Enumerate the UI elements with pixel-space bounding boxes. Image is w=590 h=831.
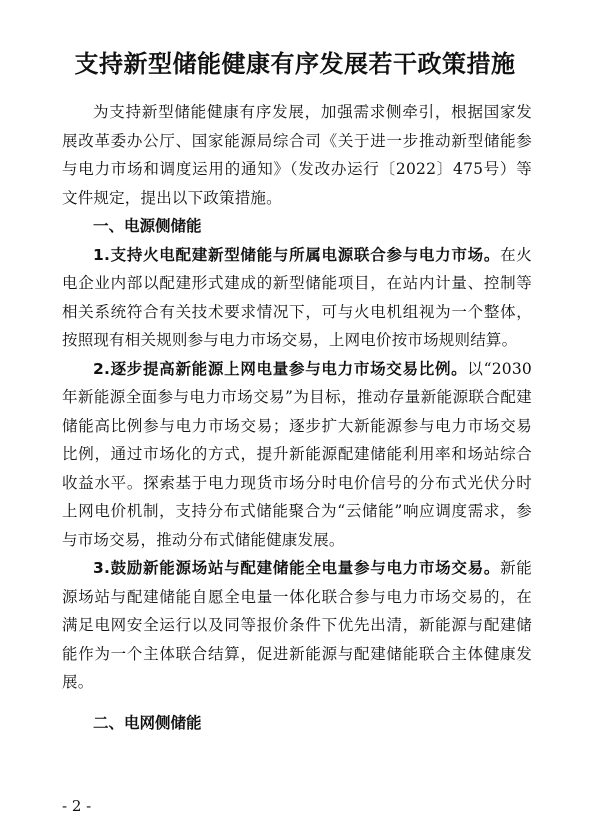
item-1-text: 在火电企业内部以配建形式建成的新型储能项目，在站内计量、控制等相关系统符合有关技术要求情况下，可与火电机组视为一个整体，按照现有相关规则参与电力市场交易，上网电价按市场规则结算。 [62,245,533,349]
page-number: - 2 - [62,797,92,815]
item-1-lead: 1.支持火电配建新型储能与所属电源联合参与电力市场。 [93,245,501,264]
item-3-text: 新能源场站与配建储能自愿全电量一体化联合参与电力市场交易的，在满足电网安全运行以及同等报价条件下优先出清，新能源与配建储能作为一个主体联合结算，促进新能源与配建储能联合主体健康发展。 [62,559,533,691]
section-1-item-1 [62,241,532,355]
document-body [62,98,532,737]
item-3-lead: 3.鼓励新能源场站与配建储能全电量参与电力市场交易。 [93,559,501,577]
item-2-text: 以“2030年新能源全面参与电力市场交易”为目标，推动存量新能源联合配建储能高比例参与电力市场交易；逐步扩大新能源参与电力市场交易比例，通过市场化的方式，提升新能源配建储能利用率和场站综合收益水平。探索基于电力现货市场分时电价信号的分布式光伏分时上网电价机制，支持分布式储能聚合为“云储能”响应调度需求，参与市场交易，推动分布式储能健康发展。 [62,359,532,549]
section-1-item-2 [62,355,532,555]
section-1-item-3 [62,554,532,697]
section-2-heading: 二、电网侧储能 [93,713,202,732]
item-2-lead: 2.逐步提高新能源上网电量参与电力市场交易比例。 [93,359,468,378]
document-title: 支持新型储能健康有序发展若干政策措施 [74,50,516,78]
section-1-heading: 一、电源侧储能 [93,217,202,235]
intro-paragraph: 为支持新型储能健康有序发展，加强需求侧牵引，根据国家发展改革委办公厅、国家能源局综合司《关于进一步推动新型储能参与电力市场和调度运用的通知》（发改办运行〔2022〕475号）等文件规定，提出以下政策措施。 [62,103,532,207]
